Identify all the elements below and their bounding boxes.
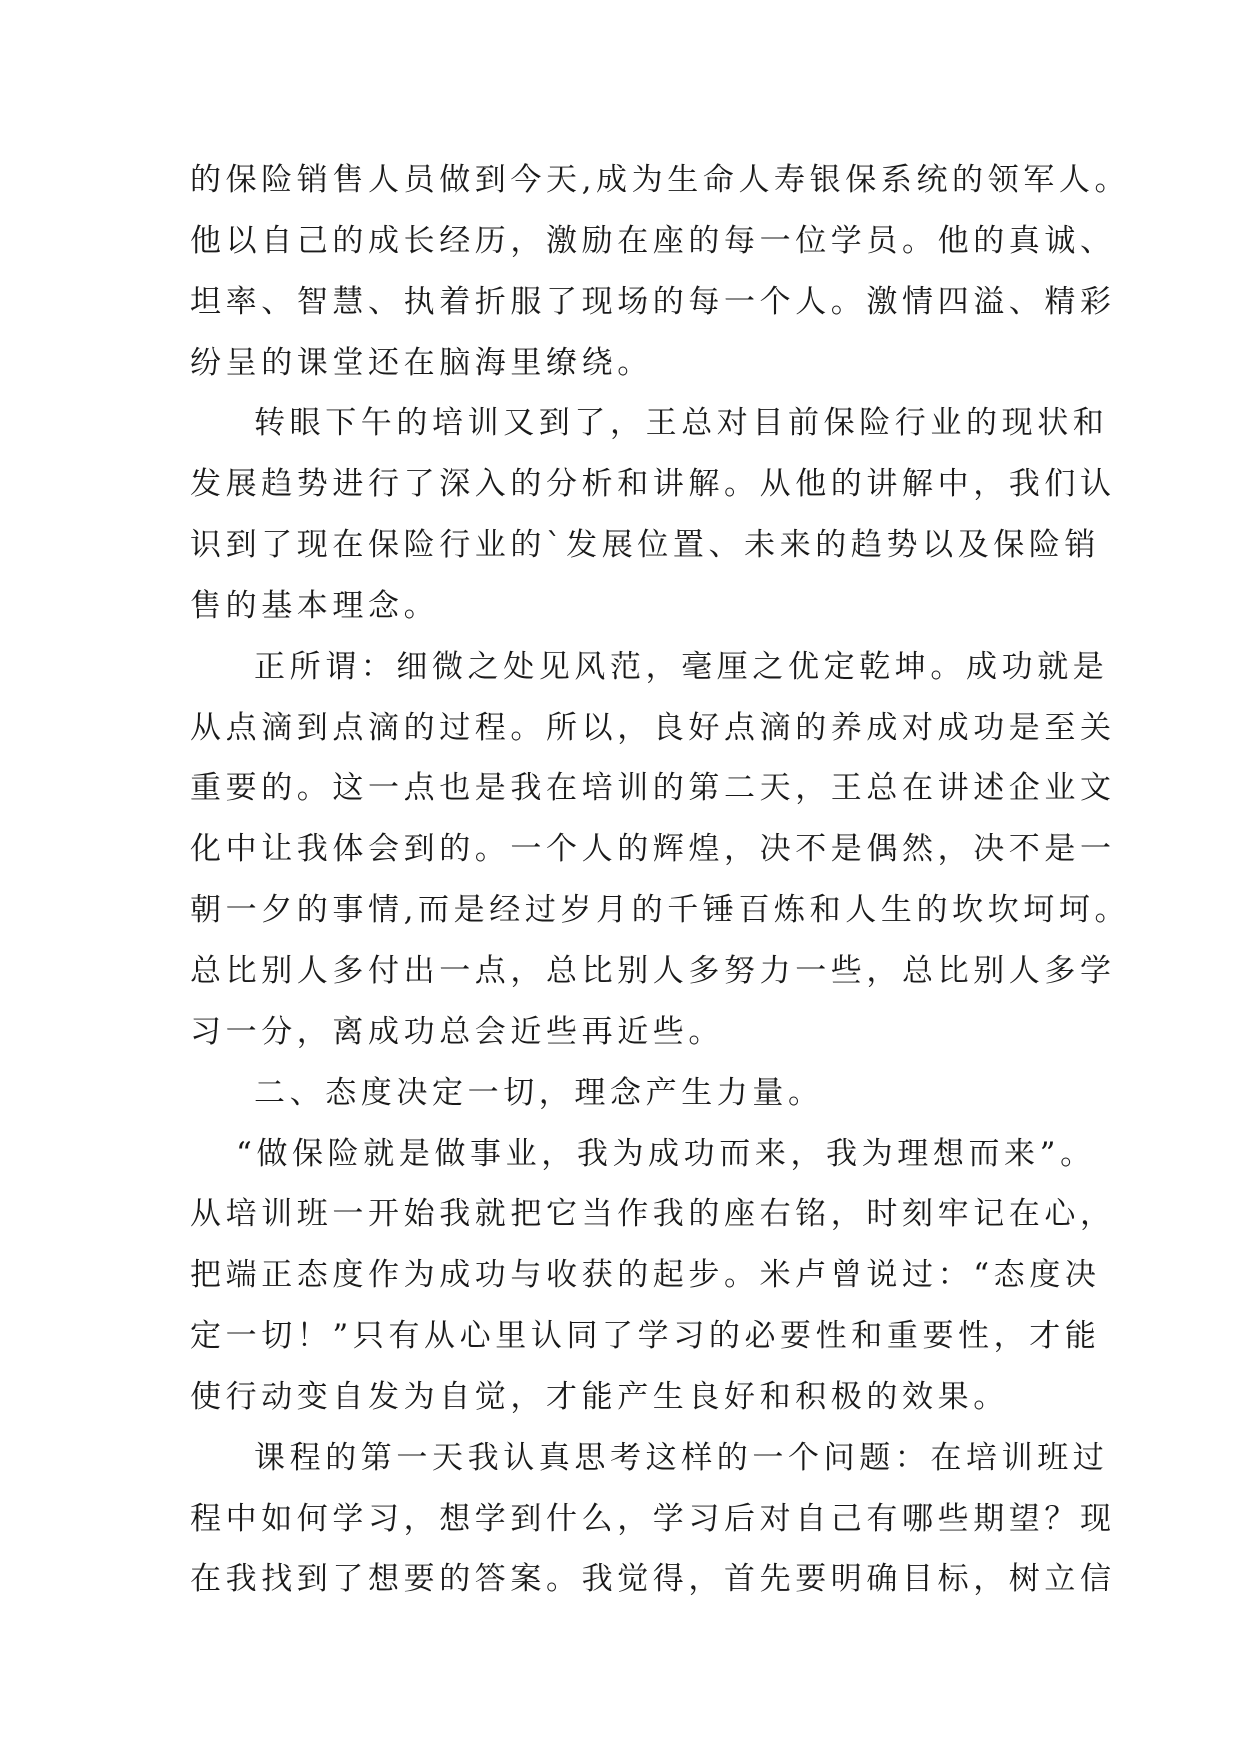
paragraph-start-line: 转眼下午的培训又到了，王总对目前保险行业的现状和 xyxy=(254,405,1109,442)
text-line: 朝一夕的事情,而是经过岁月的千锤百炼和人生的坎坎坷坷。 xyxy=(190,892,1131,929)
quote-line: “做保险就是做事业，我为成功而来，我为理想而来”。 xyxy=(236,1135,1096,1172)
paragraph-start-line: 正所谓：细微之处见风范，毫厘之优定乾坤。成功就是 xyxy=(254,648,1109,685)
text-line: 纷呈的课堂还在脑海里缭绕。 xyxy=(190,344,653,381)
text-line: 坦率、智慧、执着折服了现场的每一个人。激情四溢、精彩 xyxy=(190,283,1116,320)
text-line: 他以自己的成长经历，激励在座的每一位学员。他的真诚、 xyxy=(190,222,1116,259)
body-text xyxy=(190,150,1131,1610)
text-line: 化中让我体会到的。一个人的辉煌，决不是偶然，决不是一 xyxy=(190,831,1116,868)
text-line: 定一切！”只有从心里认同了学习的必要性和重要性，才能 xyxy=(190,1318,1101,1355)
text-line: 从培训班一开始我就把它当作我的座右铭，时刻牢记在心， xyxy=(190,1196,1116,1233)
text-line: 重要的。这一点也是我在培训的第二天，王总在讲述企业文 xyxy=(190,770,1116,807)
text-line: 售的基本理念。 xyxy=(190,587,440,624)
text-line: 程中如何学习，想学到什么，学习后对自己有哪些期望？现 xyxy=(190,1500,1116,1537)
text-line: 总比别人多付出一点，总比别人多努力一些，总比别人多学 xyxy=(190,952,1116,989)
text-line: 发展趋势进行了深入的分析和讲解。从他的讲解中，我们认 xyxy=(190,466,1116,503)
text-line: 从点滴到点滴的过程。所以，良好点滴的养成对成功是至关 xyxy=(190,709,1116,746)
text-line: 识到了现在保险行业的`发展位置、未来的趋势以及保险销 xyxy=(190,527,1101,564)
text-line: 在我找到了想要的答案。我觉得，首先要明确目标，树立信 xyxy=(190,1561,1116,1598)
text-line: 把端正态度作为成功与收获的起步。米卢曾说过：“态度决 xyxy=(190,1257,1101,1294)
text-line: 的保险销售人员做到今天,成为生命人寿银保系统的领军人。 xyxy=(190,162,1131,198)
text-line: 使行动变自发为自觉，才能产生良好和积极的效果。 xyxy=(190,1378,1009,1415)
section-heading-line: 二、态度决定一切，理念产生力量。 xyxy=(254,1074,824,1111)
text-line: 习一分，离成功总会近些再近些。 xyxy=(190,1013,724,1050)
paragraph-start-line: 课程的第一天我认真思考这样的一个问题：在培训班过 xyxy=(254,1439,1109,1476)
